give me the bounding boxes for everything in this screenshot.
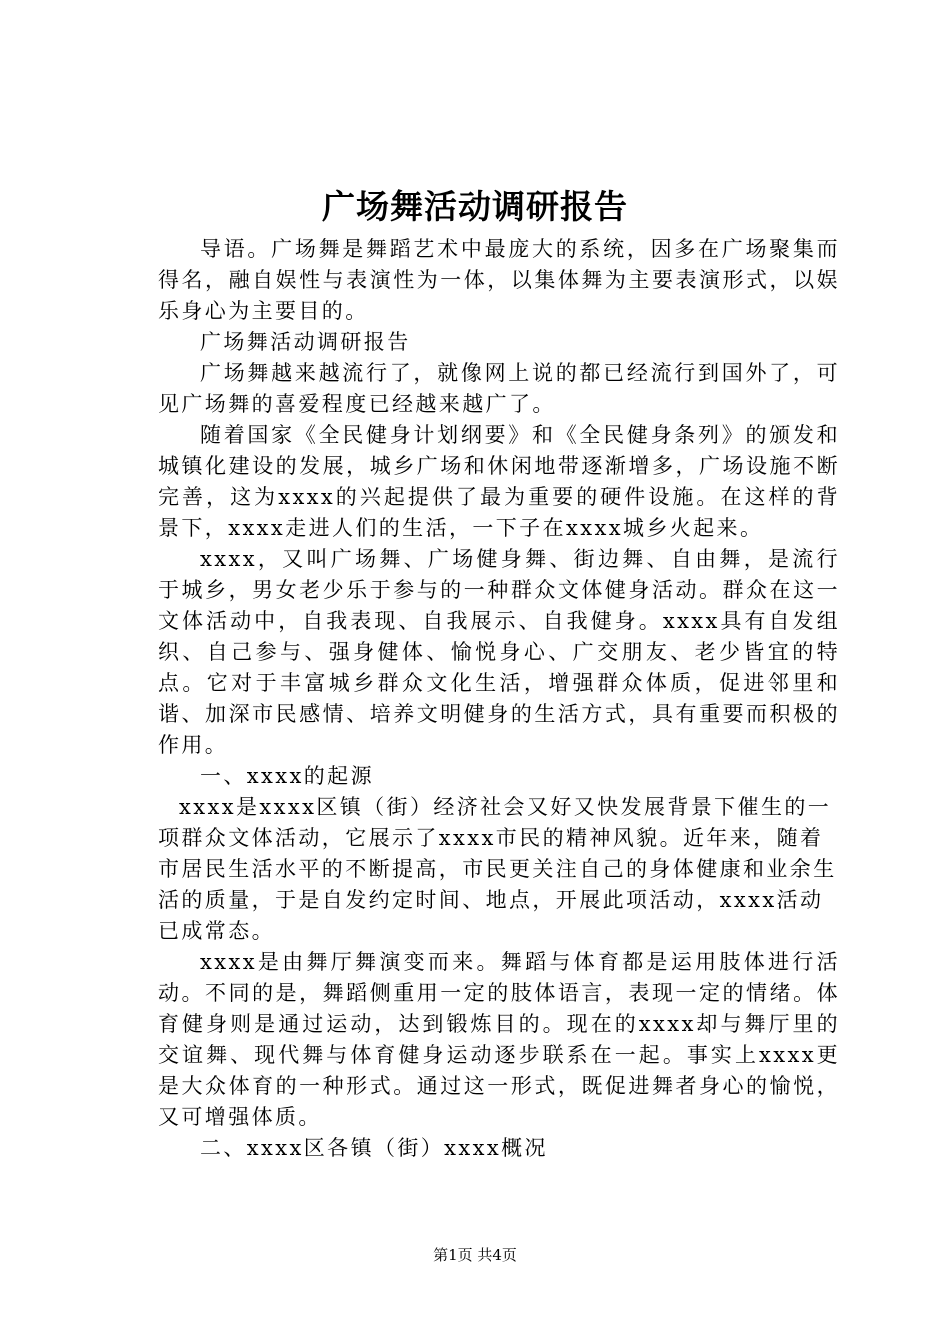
section-heading-overview: 二、xxxx区各镇（街）xxxx概况: [200, 1136, 548, 1160]
document-body: [158, 234, 840, 1164]
paragraph-intro: 导语。广场舞是舞蹈艺术中最庞大的系统，因多在广场聚集而得名，融自娱性与表演性为一体，以集体舞为主要表演形式，以娱乐身心为主要目的。: [158, 237, 840, 323]
section-heading-origin: 一、xxxx的起源: [200, 764, 374, 788]
paragraph: xxxx是由舞厅舞演变而来。舞蹈与体育都是运用肢体进行活动。不同的是，舞蹈侧重用一定的肢体语言，表现一定的情绪。体育健身则是通过运动，达到锻炼目的。现在的xxxx却与舞厅里的交谊舞、现代舞与体育健身运动逐步联系在一起。事实上xxxx更是大众体育的一种形式。通过这一形式，既促进舞者身心的愉悦，又可增强体质。: [158, 950, 840, 1129]
paragraph: xxxx是xxxx区镇（街）经济社会又好又快发展背景下催生的一项群众文体活动，它展示了xxxx市民的精神风貌。近年来，随着市居民生活水平的不断提高，市民更关注自己的身体健康和业余生活的质量，于是自发约定时间、地点，开展此项活动，xxxx活动已成常态。: [158, 795, 837, 943]
document-title: 广场舞活动调研报告: [322, 187, 628, 226]
paragraph: xxxx，又叫广场舞、广场健身舞、街边舞、自由舞，是流行于城乡，男女老少乐于参与的一种群众文体健身活动。群众在这一文体活动中，自我表现、自我展示、自我健身。xxxx具有自发组织、自己参与、强身健体、愉悦身心、广交朋友、老少皆宜的特点。它对于丰富城乡群众文化生活，增强群众体质，促进邻里和谐、加深市民感情、培养文明健身的生活方式，具有重要而积极的作用。: [158, 547, 840, 757]
paragraph: 随着国家《全民健身计划纲要》和《全民健身条列》的颁发和城镇化建设的发展，城乡广场和休闲地带逐渐增多，广场设施不断完善，这为xxxx的兴起提供了最为重要的硬件设施。在这样的背景下，xxxx走进人们的生活，一下子在xxxx城乡火起来。: [158, 423, 840, 540]
paragraph-subtitle: 广场舞活动调研报告: [200, 330, 411, 354]
paragraph: 广场舞越来越流行了，就像网上说的都已经流行到国外了，可见广场舞的喜爱程度已经越来越广了。: [158, 361, 840, 416]
page-footer: 第1页 共4页: [433, 1246, 517, 1264]
